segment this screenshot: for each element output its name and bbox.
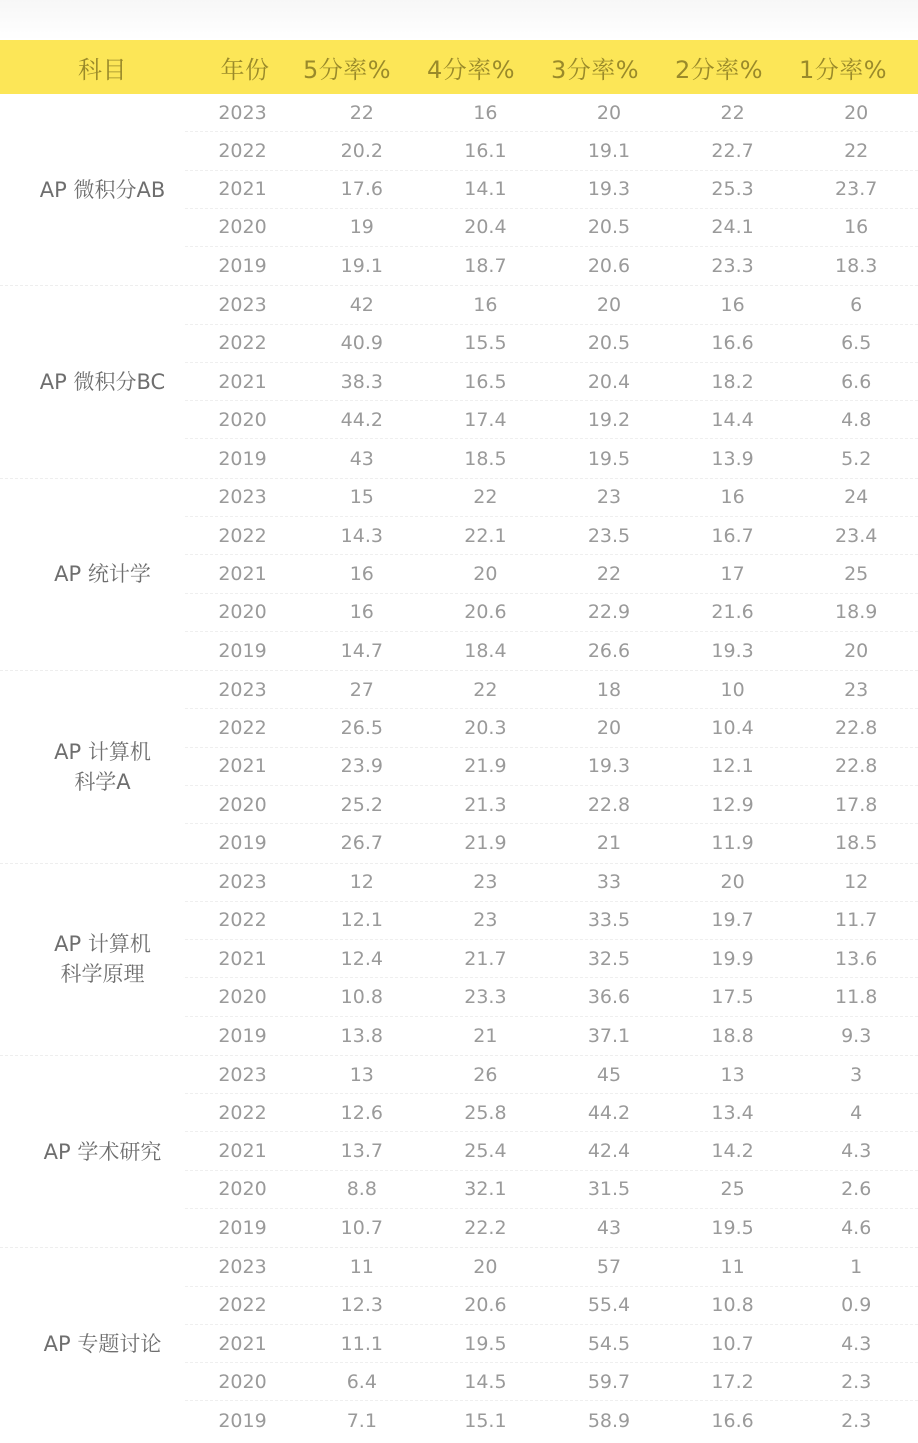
table-header xyxy=(0,40,918,94)
score4-cell: 20 xyxy=(473,562,498,585)
score4-cell: 22 xyxy=(473,678,498,701)
score3-cell: 58.9 xyxy=(587,1409,631,1432)
score4-cell: 18.5 xyxy=(464,447,507,470)
score3-cell: 57 xyxy=(596,1255,622,1278)
score3-cell: 31.5 xyxy=(587,1178,631,1201)
score5-cell: 12.4 xyxy=(340,947,383,970)
score2-cell: 19.3 xyxy=(711,639,754,662)
year-cell: 2023 xyxy=(218,101,267,124)
subject-name: AP 计算机 科学原理 xyxy=(54,932,151,987)
table-row xyxy=(185,94,918,132)
score3-cell: 33 xyxy=(596,871,622,894)
score3-cell: 20.5 xyxy=(587,216,631,239)
table-row xyxy=(185,132,918,170)
subject-group xyxy=(0,671,918,863)
year-cell: 2019 xyxy=(218,1409,267,1432)
score1-cell: 6.6 xyxy=(841,370,872,393)
score5-cell: 12.6 xyxy=(340,1101,383,1124)
score4-cell: 15.5 xyxy=(464,332,507,355)
score5-cell: 40.9 xyxy=(340,332,383,355)
score1-cell: 17.8 xyxy=(835,793,878,816)
score1-cell: 20 xyxy=(844,639,869,662)
score5-cell: 6.4 xyxy=(346,1370,377,1393)
score3-cell: 42.4 xyxy=(587,1140,631,1163)
score3-cell: 20 xyxy=(596,101,622,124)
year-cell: 2022 xyxy=(218,332,267,355)
score3-cell: 55.4 xyxy=(587,1294,631,1317)
year-cell: 2023 xyxy=(218,871,267,894)
subject-name: AP 微积分AB xyxy=(39,177,166,202)
table-row xyxy=(185,902,918,940)
score2-cell: 22.7 xyxy=(711,139,754,162)
score2-cell: 20 xyxy=(720,871,745,894)
score2-cell: 19.5 xyxy=(711,1217,754,1240)
score1-cell: 23.4 xyxy=(835,524,878,547)
score3-cell: 21 xyxy=(596,832,622,855)
score4-cell: 23 xyxy=(473,909,498,932)
score1-cell: 23.7 xyxy=(835,178,878,201)
year-cell: 2021 xyxy=(218,178,267,201)
score5-cell: 22 xyxy=(349,101,374,124)
score4-cell: 16.1 xyxy=(464,139,507,162)
score1-cell: 2.3 xyxy=(841,1409,872,1432)
subject-group xyxy=(0,1248,918,1439)
score1-cell: 2.6 xyxy=(841,1178,872,1201)
year-cell: 2020 xyxy=(218,408,267,431)
score4-cell: 21.3 xyxy=(464,793,507,816)
score2-cell: 16 xyxy=(720,486,745,509)
score4-cell: 14.1 xyxy=(464,178,507,201)
score5-cell: 20.2 xyxy=(340,139,383,162)
table-row xyxy=(185,1287,918,1325)
table-row xyxy=(185,1017,918,1055)
year-rows xyxy=(185,94,918,285)
year-cell: 2019 xyxy=(218,447,267,470)
table-row xyxy=(185,401,918,439)
score3-cell: 44.2 xyxy=(587,1101,631,1124)
year-cell: 2020 xyxy=(218,1370,267,1393)
score3-cell: 23 xyxy=(596,486,622,509)
score4-cell: 15.1 xyxy=(464,1409,507,1432)
score2-cell: 18.2 xyxy=(711,370,754,393)
score4-cell: 20.6 xyxy=(464,601,507,624)
score3-cell: 43 xyxy=(596,1217,622,1240)
score2-cell: 14.4 xyxy=(711,408,754,431)
subject-name: AP 统计学 xyxy=(54,562,151,587)
score2-cell: 10 xyxy=(720,678,745,701)
subject-group xyxy=(0,94,918,286)
score1-cell: 4.3 xyxy=(841,1332,872,1355)
score5-cell: 10.7 xyxy=(340,1217,383,1240)
header-score4: 4分率% xyxy=(426,55,516,84)
subject-group xyxy=(0,479,918,671)
score3-cell: 45 xyxy=(596,1063,622,1086)
year-rows xyxy=(185,1056,918,1247)
score1-cell: 22.8 xyxy=(835,717,878,740)
score3-cell: 19.2 xyxy=(587,408,631,431)
subject-group xyxy=(0,864,918,1056)
year-cell: 2022 xyxy=(218,1294,267,1317)
score1-cell: 16 xyxy=(844,216,869,239)
table-row xyxy=(185,363,918,401)
header-subject: 科目 xyxy=(78,55,127,84)
score3-cell: 37.1 xyxy=(587,1024,631,1047)
year-cell: 2019 xyxy=(218,255,267,278)
header-score5: 5分率% xyxy=(302,55,392,84)
top-background xyxy=(0,0,918,40)
year-cell: 2022 xyxy=(218,524,267,547)
score2-cell: 25.3 xyxy=(711,178,754,201)
score3-cell: 19.5 xyxy=(587,447,631,470)
score5-cell: 38.3 xyxy=(340,370,383,393)
score4-cell: 26 xyxy=(473,1063,498,1086)
score3-cell: 19.3 xyxy=(587,178,631,201)
table-row xyxy=(185,1401,918,1439)
score3-cell: 19.1 xyxy=(587,139,631,162)
score4-cell: 19.5 xyxy=(464,1332,507,1355)
score5-cell: 44.2 xyxy=(340,408,383,431)
table-row xyxy=(185,594,918,632)
subject-name: AP 学术研究 xyxy=(43,1139,162,1164)
year-cell: 2022 xyxy=(218,717,267,740)
table-row xyxy=(185,709,918,747)
score5-cell: 27 xyxy=(349,678,374,701)
score1-cell: 6.5 xyxy=(841,332,872,355)
table-row xyxy=(185,978,918,1016)
year-cell: 2021 xyxy=(218,370,267,393)
score5-cell: 43 xyxy=(349,447,374,470)
score1-cell: 11.7 xyxy=(835,909,878,932)
score5-cell: 13.7 xyxy=(340,1140,383,1163)
score2-cell: 17.5 xyxy=(711,985,754,1008)
score1-cell: 4 xyxy=(850,1101,863,1124)
header-score2: 2分率% xyxy=(674,55,764,84)
score2-cell: 13.4 xyxy=(711,1101,754,1124)
score1-cell: 24 xyxy=(844,486,869,509)
score1-cell: 2.3 xyxy=(841,1370,872,1393)
score5-cell: 26.7 xyxy=(340,832,383,855)
score3-cell: 22 xyxy=(596,562,622,585)
score3-cell: 26.6 xyxy=(587,639,631,662)
score4-cell: 18.4 xyxy=(464,639,507,662)
year-cell: 2019 xyxy=(218,832,267,855)
score2-cell: 16.7 xyxy=(711,524,754,547)
score3-cell: 22.8 xyxy=(587,793,631,816)
subject-name: AP 专题讨论 xyxy=(43,1332,162,1357)
score2-cell: 11.9 xyxy=(711,832,754,855)
score1-cell: 20 xyxy=(844,101,869,124)
table-row xyxy=(185,1248,918,1286)
score5-cell: 13.8 xyxy=(340,1024,383,1047)
score5-cell: 42 xyxy=(349,294,374,317)
subject-group xyxy=(0,1056,918,1248)
score1-cell: 12 xyxy=(844,871,869,894)
score3-cell: 20.6 xyxy=(587,255,631,278)
score2-cell: 13.9 xyxy=(711,447,754,470)
score4-cell: 23 xyxy=(473,871,498,894)
score1-cell: 18.3 xyxy=(835,255,878,278)
score4-cell: 16 xyxy=(473,294,498,317)
score5-cell: 14.7 xyxy=(340,639,383,662)
score5-cell: 14.3 xyxy=(340,524,383,547)
score5-cell: 12 xyxy=(349,871,374,894)
score1-cell: 11.8 xyxy=(835,985,878,1008)
table-row xyxy=(185,555,918,593)
subject-name: AP 计算机 科学A xyxy=(54,739,151,794)
table-row xyxy=(185,1171,918,1209)
score5-cell: 7.1 xyxy=(346,1409,377,1432)
score3-cell: 22.9 xyxy=(587,601,631,624)
score4-cell: 16.5 xyxy=(464,370,507,393)
score1-cell: 0.9 xyxy=(841,1294,872,1317)
score3-cell: 20 xyxy=(596,294,622,317)
year-cell: 2020 xyxy=(218,985,267,1008)
score1-cell: 9.3 xyxy=(841,1024,872,1047)
year-cell: 2020 xyxy=(218,601,267,624)
score4-cell: 25.4 xyxy=(464,1140,507,1163)
table-row xyxy=(185,439,918,477)
score5-cell: 17.6 xyxy=(340,178,383,201)
table-row xyxy=(185,1209,918,1247)
score2-cell: 16.6 xyxy=(711,332,754,355)
score3-cell: 33.5 xyxy=(587,909,631,932)
score5-cell: 19.1 xyxy=(340,255,383,278)
score1-cell: 22.8 xyxy=(835,755,878,778)
header-year: 年份 xyxy=(220,55,270,84)
table-row xyxy=(185,864,918,902)
score1-cell: 22 xyxy=(844,139,869,162)
score5-cell: 23.9 xyxy=(340,755,383,778)
year-cell: 2023 xyxy=(218,1255,267,1278)
score2-cell: 12.1 xyxy=(711,755,754,778)
score1-cell: 18.5 xyxy=(835,832,878,855)
ap-score-table xyxy=(0,40,918,1440)
table-row xyxy=(185,209,918,247)
year-cell: 2022 xyxy=(218,909,267,932)
year-rows xyxy=(185,286,918,477)
score5-cell: 10.8 xyxy=(340,985,383,1008)
score2-cell: 14.2 xyxy=(711,1140,754,1163)
year-cell: 2021 xyxy=(218,1332,267,1355)
score2-cell: 21.6 xyxy=(711,601,754,624)
score5-cell: 26.5 xyxy=(340,717,383,740)
year-cell: 2023 xyxy=(218,678,267,701)
score2-cell: 12.9 xyxy=(711,793,754,816)
score4-cell: 17.4 xyxy=(464,408,507,431)
score4-cell: 20.6 xyxy=(464,1294,507,1317)
score1-cell: 5.2 xyxy=(841,447,872,470)
score4-cell: 22.1 xyxy=(464,524,507,547)
score5-cell: 11 xyxy=(349,1255,374,1278)
score4-cell: 21.9 xyxy=(464,755,507,778)
score4-cell: 20 xyxy=(473,1255,498,1278)
year-cell: 2020 xyxy=(218,793,267,816)
table-row xyxy=(185,748,918,786)
score5-cell: 25.2 xyxy=(340,793,383,816)
score1-cell: 1 xyxy=(850,1255,863,1278)
score1-cell: 6 xyxy=(850,294,863,317)
score2-cell: 23.3 xyxy=(711,255,754,278)
subject-group xyxy=(0,286,918,478)
score2-cell: 10.4 xyxy=(711,717,754,740)
year-rows xyxy=(185,479,918,670)
table-row xyxy=(185,247,918,285)
year-rows xyxy=(185,864,918,1055)
year-cell: 2021 xyxy=(218,1140,267,1163)
year-cell: 2020 xyxy=(218,1178,267,1201)
score2-cell: 10.7 xyxy=(711,1332,754,1355)
score2-cell: 10.8 xyxy=(711,1294,754,1317)
score1-cell: 4.8 xyxy=(841,408,872,431)
table-row xyxy=(185,517,918,555)
score4-cell: 18.7 xyxy=(464,255,507,278)
table-row xyxy=(185,786,918,824)
score4-cell: 20.4 xyxy=(464,216,507,239)
score3-cell: 54.5 xyxy=(587,1332,631,1355)
score5-cell: 8.8 xyxy=(346,1178,377,1201)
year-cell: 2023 xyxy=(218,1063,267,1086)
score1-cell: 4.3 xyxy=(841,1140,872,1163)
score2-cell: 19.7 xyxy=(711,909,754,932)
score4-cell: 21 xyxy=(473,1024,498,1047)
year-cell: 2023 xyxy=(218,486,267,509)
score2-cell: 11 xyxy=(720,1255,745,1278)
score4-cell: 23.3 xyxy=(464,985,507,1008)
score4-cell: 22.2 xyxy=(464,1217,507,1240)
score4-cell: 22 xyxy=(473,486,498,509)
score4-cell: 16 xyxy=(473,101,498,124)
score2-cell: 19.9 xyxy=(711,947,754,970)
score3-cell: 36.6 xyxy=(587,985,631,1008)
score2-cell: 13 xyxy=(720,1063,745,1086)
score1-cell: 13.6 xyxy=(835,947,878,970)
score5-cell: 16 xyxy=(349,601,374,624)
score2-cell: 17 xyxy=(720,562,745,585)
table-row xyxy=(185,325,918,363)
score2-cell: 16 xyxy=(720,294,745,317)
score5-cell: 15 xyxy=(349,486,374,509)
table-body xyxy=(0,94,918,1440)
score3-cell: 18 xyxy=(596,678,622,701)
score5-cell: 12.1 xyxy=(340,909,383,932)
year-cell: 2019 xyxy=(218,1024,267,1047)
year-cell: 2019 xyxy=(218,639,267,662)
score5-cell: 11.1 xyxy=(340,1332,383,1355)
table-row xyxy=(185,1325,918,1363)
score1-cell: 18.9 xyxy=(835,601,878,624)
score4-cell: 14.5 xyxy=(464,1370,507,1393)
score4-cell: 20.3 xyxy=(464,717,507,740)
score3-cell: 59.7 xyxy=(587,1370,631,1393)
score5-cell: 16 xyxy=(349,562,374,585)
year-cell: 2020 xyxy=(218,216,267,239)
table-row xyxy=(185,1363,918,1401)
year-rows xyxy=(185,1248,918,1439)
score4-cell: 21.7 xyxy=(464,947,507,970)
table-row xyxy=(185,940,918,978)
year-cell: 2022 xyxy=(218,139,267,162)
table-row xyxy=(185,824,918,862)
score1-cell: 23 xyxy=(844,678,869,701)
score3-cell: 19.3 xyxy=(587,755,631,778)
score2-cell: 16.6 xyxy=(711,1409,754,1432)
table-row xyxy=(185,1132,918,1170)
table-row xyxy=(185,671,918,709)
table-row xyxy=(185,1056,918,1094)
table-row xyxy=(185,632,918,670)
score2-cell: 24.1 xyxy=(711,216,754,239)
score2-cell: 18.8 xyxy=(711,1024,754,1047)
subject-name: AP 微积分BC xyxy=(39,370,166,395)
score2-cell: 22 xyxy=(720,101,745,124)
score2-cell: 25 xyxy=(720,1178,745,1201)
header-score1: 1分率% xyxy=(798,55,888,84)
year-cell: 2021 xyxy=(218,947,267,970)
score5-cell: 19 xyxy=(349,216,374,239)
header-score3: 3分率% xyxy=(550,55,640,84)
score1-cell: 3 xyxy=(850,1063,863,1086)
table-row xyxy=(185,1094,918,1132)
table-row xyxy=(185,286,918,324)
score4-cell: 25.8 xyxy=(464,1101,507,1124)
score3-cell: 32.5 xyxy=(587,947,631,970)
score1-cell: 25 xyxy=(844,562,869,585)
score3-cell: 23.5 xyxy=(587,524,631,547)
year-cell: 2022 xyxy=(218,1101,267,1124)
year-cell: 2021 xyxy=(218,562,267,585)
table-row xyxy=(185,479,918,517)
score3-cell: 20.5 xyxy=(587,332,631,355)
score4-cell: 21.9 xyxy=(464,832,507,855)
score3-cell: 20.4 xyxy=(587,370,631,393)
score5-cell: 13 xyxy=(349,1063,374,1086)
score5-cell: 12.3 xyxy=(340,1294,383,1317)
year-rows xyxy=(185,671,918,862)
year-cell: 2023 xyxy=(218,294,267,317)
score2-cell: 17.2 xyxy=(711,1370,754,1393)
year-cell: 2019 xyxy=(218,1217,267,1240)
score1-cell: 4.6 xyxy=(841,1217,872,1240)
score4-cell: 32.1 xyxy=(464,1178,507,1201)
year-cell: 2021 xyxy=(218,755,267,778)
score3-cell: 20 xyxy=(596,717,622,740)
table-row xyxy=(185,171,918,209)
